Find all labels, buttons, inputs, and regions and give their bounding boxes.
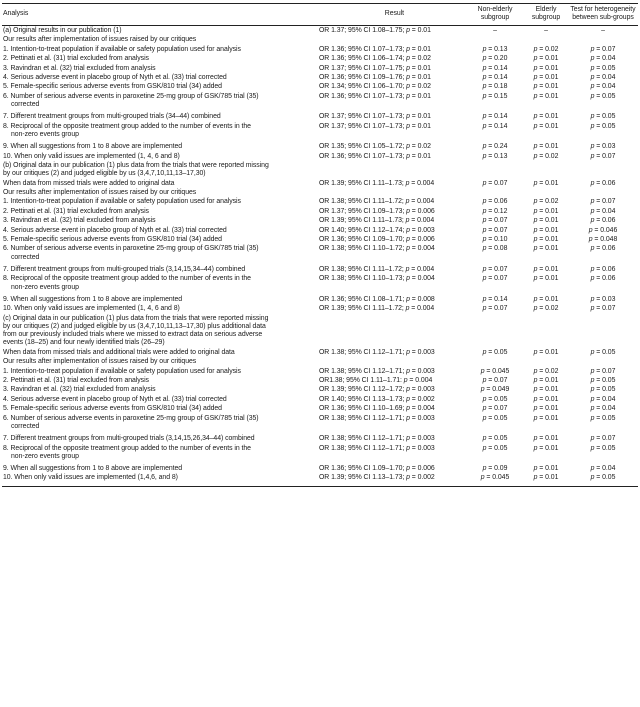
analysis-text: 10. When only valid issues are implemented (1, 4, 6 and 8) bbox=[3, 152, 180, 160]
result-cell: OR 1.38; 95% CI 1.11–1.72; p = 0.004 bbox=[319, 198, 435, 206]
result-cell bbox=[318, 36, 466, 45]
elderly-cell: p = 0.01 bbox=[533, 296, 559, 303]
non-elderly-cell: p = 0.09 bbox=[482, 465, 508, 473]
non-elderly-cell bbox=[466, 358, 524, 367]
non-elderly-cell: p = 0.07 bbox=[482, 405, 508, 413]
header-result: Result bbox=[318, 4, 466, 26]
analysis-cell bbox=[2, 36, 318, 45]
subheading-row bbox=[2, 188, 638, 197]
elderly-cell: p = 0.01 bbox=[524, 474, 568, 486]
non-elderly-cell: p = 0.05 bbox=[482, 414, 508, 422]
result-cell: OR 1.39; 95% CI 1.12–1.72; p = 0.003 bbox=[319, 386, 435, 394]
section-row bbox=[2, 26, 638, 36]
result-cell: OR 1.40; 95% CI 1.12–1.74; p = 0.003 bbox=[319, 226, 435, 234]
non-elderly-cell bbox=[466, 314, 524, 348]
heterogeneity-cell: p = 0.04 bbox=[590, 83, 616, 91]
analysis-text: 3. Ravindran et al. (32) trial excluded from analysis bbox=[3, 217, 156, 225]
analysis-cell bbox=[2, 64, 318, 73]
analysis-cell bbox=[2, 465, 318, 474]
analysis-cell bbox=[2, 217, 318, 226]
heterogeneity-cell: p = 0.05 bbox=[590, 386, 616, 394]
header-non-elderly: Non-elderly subgroup bbox=[466, 4, 524, 26]
result-cell: OR 1.36; 95% CI 1.09–1.70; p = 0.006 bbox=[319, 465, 435, 473]
analysis-text: 1. Intention-to-treat population if available or safety population used for analysis bbox=[3, 45, 241, 53]
analysis-cell bbox=[2, 358, 318, 367]
non-elderly-cell: p = 0.15 bbox=[482, 92, 508, 100]
analysis-text: 3. Ravindran et al. (32) trial excluded from analysis bbox=[3, 64, 156, 72]
elderly-cell bbox=[524, 314, 568, 348]
analysis-cell bbox=[2, 314, 318, 348]
result-cell: OR 1.38; 95% CI 1.12–1.71; p = 0.003 bbox=[319, 435, 435, 443]
analysis-text: (b) Original data in our publication (1) plus data from the trials that were reported missing bbox=[3, 162, 269, 170]
analysis-text: corrected bbox=[11, 100, 40, 108]
analysis-text: 7. Different treatment groups from multi-grouped trials (3,14,15,26,34–44) combined bbox=[3, 435, 255, 443]
table-row bbox=[2, 226, 638, 235]
elderly-cell: p = 0.01 bbox=[533, 207, 559, 215]
heterogeneity-cell: p = 0.03 bbox=[590, 143, 616, 151]
analysis-cell bbox=[2, 179, 318, 188]
table-row bbox=[2, 235, 638, 244]
analysis-text: 5. Female-specific serious adverse events from GSK/810 trial (34) added bbox=[3, 236, 222, 244]
result-cell: OR 1.39; 95% CI 1.11–1.73; p = 0.004 bbox=[319, 217, 435, 225]
analysis-text: 7. Different treatment groups from multi-grouped trials (34–44) combined bbox=[3, 113, 221, 121]
table-row bbox=[2, 122, 638, 140]
elderly-cell: p = 0.01 bbox=[533, 226, 559, 234]
result-cell: OR 1.38; 95% CI 1.10–1.73; p = 0.004 bbox=[319, 275, 435, 283]
elderly-cell: p = 0.02 bbox=[533, 198, 559, 206]
non-elderly-cell: p = 0.07 bbox=[482, 376, 508, 384]
analysis-cell bbox=[2, 474, 318, 486]
analysis-text: 2. Pettinati et al. (31) trial excluded from analysis bbox=[3, 55, 149, 63]
analysis-text: 1. Intention-to-treat population if available or safety population used for analysis bbox=[3, 367, 241, 375]
result-cell: OR 1.36; 95% CI 1.10–1.69; p = 0.004 bbox=[319, 405, 435, 413]
non-elderly-cell bbox=[466, 188, 524, 197]
analysis-text: by our critiques (2) and judged eligible by us (3,4,7,10,11,13–17,30) plus additional data bbox=[3, 322, 266, 330]
analysis-text: 3. Ravindran et al. (32) trial excluded from analysis bbox=[3, 386, 156, 394]
table-row bbox=[2, 113, 638, 122]
elderly-cell bbox=[524, 358, 568, 367]
result-cell: OR 1.38; 95% CI 1.12–1.71; p = 0.003 bbox=[319, 367, 435, 375]
analysis-text: 9. When all suggestions from 1 to 8 above are implemented bbox=[3, 465, 183, 473]
heterogeneity-cell: p = 0.05 bbox=[590, 64, 616, 72]
analysis-text: 1. Intention-to-treat population if available or safety population used for analysis bbox=[3, 198, 241, 206]
elderly-cell: p = 0.01 bbox=[533, 179, 559, 187]
analysis-text: corrected bbox=[11, 422, 40, 430]
heterogeneity-cell bbox=[568, 188, 638, 197]
heterogeneity-cell: p = 0.04 bbox=[590, 395, 616, 403]
result-cell: OR 1.36; 95% CI 1.06–1.74; p = 0.02 bbox=[319, 55, 431, 63]
heterogeneity-cell: p = 0.06 bbox=[590, 245, 616, 253]
heterogeneity-cell: p = 0.07 bbox=[590, 367, 616, 375]
analysis-text: Our results after implementation of issues raised by our critiques bbox=[3, 189, 197, 197]
non-elderly-cell bbox=[466, 162, 524, 180]
non-elderly-cell: p = 0.07 bbox=[482, 305, 508, 313]
heterogeneity-cell: p = 0.06 bbox=[590, 179, 616, 187]
elderly-cell: p = 0.01 bbox=[533, 217, 559, 225]
table-row bbox=[2, 45, 638, 54]
non-elderly-cell: p = 0.12 bbox=[482, 207, 508, 215]
analysis-text: (a) Original results in our publication (1) bbox=[3, 27, 122, 34]
result-cell bbox=[318, 314, 466, 348]
heterogeneity-cell: – bbox=[601, 27, 605, 34]
result-cell: OR 1.37; 95% CI 1.07–1.75; p = 0.01 bbox=[319, 64, 431, 72]
heterogeneity-cell: p = 0.07 bbox=[590, 198, 616, 206]
elderly-cell bbox=[524, 188, 568, 197]
analysis-cell bbox=[2, 188, 318, 197]
elderly-cell: p = 0.01 bbox=[533, 444, 559, 452]
result-cell bbox=[318, 162, 466, 180]
analysis-text: non-zero events group bbox=[11, 130, 79, 138]
heterogeneity-cell: p = 0.07 bbox=[590, 45, 616, 53]
result-cell: OR 1.36; 95% CI 1.07–1.73; p = 0.01 bbox=[319, 45, 431, 53]
non-elderly-cell: p = 0.08 bbox=[482, 245, 508, 253]
analysis-text: by our critiques (2) and judged eligible by us (3,4,7,10,11,13–17,30) bbox=[3, 170, 206, 178]
heterogeneity-cell: p = 0.05 bbox=[590, 122, 616, 130]
elderly-cell: p = 0.02 bbox=[533, 305, 559, 313]
analysis-cell bbox=[2, 414, 318, 432]
non-elderly-cell: p = 0.20 bbox=[482, 55, 508, 63]
analysis-cell bbox=[2, 295, 318, 304]
heterogeneity-cell: p = 0.04 bbox=[590, 207, 616, 215]
elderly-cell: p = 0.02 bbox=[533, 367, 559, 375]
analysis-text: corrected bbox=[11, 253, 40, 261]
heterogeneity-cell bbox=[568, 162, 638, 180]
non-elderly-cell: p = 0.049 bbox=[480, 386, 510, 394]
analysis-cell bbox=[2, 395, 318, 404]
heterogeneity-cell: p = 0.05 bbox=[590, 414, 616, 422]
analysis-text: When data from missed trials were added to original data bbox=[3, 179, 175, 187]
non-elderly-cell: p = 0.05 bbox=[482, 395, 508, 403]
result-cell: OR 1.36; 95% CI 1.07–1.73; p = 0.01 bbox=[319, 92, 431, 100]
analysis-text: 5. Female-specific serious adverse events from GSK/810 trial (34) added bbox=[3, 83, 222, 91]
section-row bbox=[2, 162, 638, 180]
result-cell: OR 1.34; 95% CI 1.06–1.70; p = 0.02 bbox=[319, 83, 431, 91]
non-elderly-cell bbox=[466, 36, 524, 45]
elderly-cell: p = 0.01 bbox=[533, 266, 559, 274]
analysis-text: 10. When only valid issues are implemented (1,4,6, and 8) bbox=[3, 474, 178, 482]
non-elderly-cell: – bbox=[493, 27, 497, 34]
heterogeneity-cell: p = 0.046 bbox=[588, 226, 618, 234]
table-row bbox=[2, 92, 638, 110]
elderly-cell: p = 0.01 bbox=[533, 64, 559, 72]
analysis-cell bbox=[2, 92, 318, 110]
elderly-cell: p = 0.01 bbox=[533, 414, 559, 422]
result-cell bbox=[318, 358, 466, 367]
subheading-row bbox=[2, 358, 638, 367]
table-row bbox=[2, 465, 638, 474]
analysis-text: 8. Reciprocal of the opposite treatment group added to the number of events in the bbox=[3, 444, 251, 452]
elderly-cell: p = 0.01 bbox=[533, 245, 559, 253]
non-elderly-cell: p = 0.14 bbox=[482, 113, 508, 121]
heterogeneity-cell: p = 0.048 bbox=[588, 236, 618, 244]
elderly-cell: p = 0.01 bbox=[533, 113, 559, 121]
elderly-cell: p = 0.01 bbox=[533, 122, 559, 130]
non-elderly-cell: p = 0.10 bbox=[482, 236, 508, 244]
non-elderly-cell: p = 0.24 bbox=[482, 143, 508, 151]
analysis-cell bbox=[2, 113, 318, 122]
heterogeneity-cell: p = 0.06 bbox=[590, 266, 616, 274]
non-elderly-cell: p = 0.07 bbox=[482, 275, 508, 283]
heterogeneity-cell: p = 0.07 bbox=[590, 152, 616, 160]
result-cell: OR 1.38; 95% CI 1.12–1.71; p = 0.003 bbox=[319, 348, 435, 356]
non-elderly-cell: p = 0.14 bbox=[482, 122, 508, 130]
non-elderly-cell: p = 0.07 bbox=[482, 226, 508, 234]
analysis-text: Our results after implementation of issues raised by our critiques bbox=[3, 358, 197, 366]
result-cell: OR1.38; 95% CI 1.11–1.71: p = 0.004 bbox=[319, 376, 433, 384]
analysis-text: 6. Number of serious adverse events in paroxetine 25-mg group of GSK/785 trial (35) bbox=[3, 414, 259, 422]
non-elderly-cell: p = 0.07 bbox=[482, 179, 508, 187]
non-elderly-cell: p = 0.05 bbox=[482, 348, 508, 356]
heterogeneity-cell: p = 0.04 bbox=[590, 405, 616, 413]
elderly-cell: p = 0.01 bbox=[533, 73, 559, 81]
elderly-cell: p = 0.01 bbox=[533, 348, 559, 356]
section-row bbox=[2, 314, 638, 348]
result-cell bbox=[318, 188, 466, 197]
heterogeneity-cell: p = 0.05 bbox=[590, 444, 616, 452]
analysis-cell bbox=[2, 162, 318, 180]
elderly-cell: p = 0.01 bbox=[533, 83, 559, 91]
analysis-text: 6. Number of serious adverse events in paroxetine 25-mg group of GSK/785 trial (35) bbox=[3, 245, 259, 253]
header-analysis: Analysis bbox=[2, 4, 318, 26]
analysis-text: (c) Original data in our publication (1) plus data from the trials that were reported missing bbox=[3, 314, 269, 322]
elderly-cell: p = 0.01 bbox=[533, 465, 559, 473]
elderly-cell: p = 0.01 bbox=[533, 405, 559, 413]
table-row bbox=[2, 55, 638, 64]
header-heterogeneity: Test for heterogeneity between sub-groups bbox=[568, 4, 638, 26]
table-row bbox=[2, 83, 638, 92]
table-header bbox=[2, 4, 638, 26]
elderly-cell: p = 0.01 bbox=[533, 55, 559, 63]
analysis-cell bbox=[2, 435, 318, 444]
subheading-row bbox=[2, 36, 638, 45]
analysis-text: events (18–25) and four newly identified trials (26–29) bbox=[3, 339, 165, 347]
non-elderly-cell: p = 0.07 bbox=[482, 217, 508, 225]
analysis-text: 9. When all suggestions from 1 to 8 above are implemented bbox=[3, 143, 183, 151]
subheading-row bbox=[2, 179, 638, 188]
table-row bbox=[2, 275, 638, 293]
result-cell: OR 1.36; 95% CI 1.07–1.73; p = 0.01 bbox=[319, 152, 431, 160]
analysis-cell bbox=[2, 275, 318, 293]
table-row bbox=[2, 73, 638, 82]
table-body bbox=[2, 26, 638, 486]
heterogeneity-cell: p = 0.05 bbox=[568, 474, 638, 486]
heterogeneity-cell bbox=[568, 358, 638, 367]
non-elderly-cell: p = 0.05 bbox=[482, 444, 508, 452]
analysis-text: 4. Serious adverse event in placebo group of Nyth et al. (33) trial corrected bbox=[3, 73, 227, 81]
heterogeneity-cell: p = 0.04 bbox=[590, 55, 616, 63]
analysis-cell bbox=[2, 444, 318, 462]
heterogeneity-cell: p = 0.04 bbox=[590, 73, 616, 81]
result-cell: OR 1.37; 95% CI 1.07–1.73; p = 0.01 bbox=[319, 122, 431, 130]
heterogeneity-cell: p = 0.04 bbox=[590, 465, 616, 473]
analysis-text: 10. When only valid issues are implemented (1, 4, 6 and 8) bbox=[3, 305, 180, 313]
result-cell: OR 1.39; 95% CI 1.11–1.73; p = 0.004 bbox=[319, 179, 435, 187]
non-elderly-cell: p = 0.14 bbox=[482, 73, 508, 81]
heterogeneity-cell: p = 0.05 bbox=[590, 348, 616, 356]
heterogeneity-cell: p = 0.03 bbox=[590, 296, 616, 303]
analysis-cell bbox=[2, 376, 318, 385]
heterogeneity-cell: p = 0.06 bbox=[590, 275, 616, 283]
table-row bbox=[2, 152, 638, 161]
elderly-cell bbox=[524, 36, 568, 45]
analysis-cell bbox=[2, 226, 318, 235]
table-row bbox=[2, 64, 638, 73]
analysis-cell bbox=[2, 152, 318, 161]
elderly-cell: p = 0.01 bbox=[533, 143, 559, 151]
analysis-cell bbox=[2, 245, 318, 263]
elderly-cell bbox=[524, 162, 568, 180]
table-row bbox=[2, 376, 638, 385]
analysis-cell bbox=[2, 235, 318, 244]
result-cell: OR 1.39; 95% CI 1.13–1.73; p = 0.002 bbox=[318, 474, 466, 486]
analysis-text: 6. Number of serious adverse events in paroxetine 25-mg group of GSK/785 trial (35) bbox=[3, 92, 259, 100]
elderly-cell: p = 0.01 bbox=[533, 236, 559, 244]
elderly-cell: p = 0.02 bbox=[533, 45, 559, 53]
table-row bbox=[2, 444, 638, 462]
non-elderly-cell: p = 0.045 bbox=[480, 367, 510, 375]
analysis-text: Our results after implementation of issues raised by our critiques bbox=[3, 36, 197, 44]
analysis-text: 8. Reciprocal of the opposite treatment group added to the number of events in the bbox=[3, 275, 251, 283]
elderly-cell: p = 0.01 bbox=[533, 435, 559, 443]
result-cell: OR 1.36; 95% CI 1.09–1.70; p = 0.006 bbox=[319, 236, 435, 244]
table-row bbox=[2, 198, 638, 207]
non-elderly-cell: p = 0.13 bbox=[482, 45, 508, 53]
elderly-cell: p = 0.01 bbox=[533, 376, 559, 384]
table-row bbox=[2, 395, 638, 404]
header-elderly: Elderly subgroup bbox=[524, 4, 568, 26]
table-row bbox=[2, 435, 638, 444]
result-cell: OR 1.37; 95% CI 1.07–1.73; p = 0.01 bbox=[319, 113, 431, 121]
analysis-text: 5. Female-specific serious adverse events from GSK/810 trial (34) added bbox=[3, 405, 222, 413]
table-row bbox=[2, 207, 638, 216]
table-row bbox=[2, 217, 638, 226]
result-cell: OR 1.38; 95% CI 1.12–1.71; p = 0.003 bbox=[319, 414, 435, 422]
non-elderly-cell: p = 0.18 bbox=[482, 83, 508, 91]
table-row bbox=[2, 367, 638, 376]
table-row bbox=[2, 245, 638, 263]
result-cell: OR 1.35; 95% CI 1.05–1.72; p = 0.02 bbox=[319, 143, 431, 151]
non-elderly-cell: p = 0.06 bbox=[482, 198, 508, 206]
analysis-text: 2. Pettinati et al. (31) trial excluded from analysis bbox=[3, 207, 149, 215]
heterogeneity-cell bbox=[568, 314, 638, 348]
table-row bbox=[2, 405, 638, 414]
analysis-text: 4. Serious adverse event in placebo group of Nyth et al. (33) trial corrected bbox=[3, 395, 227, 403]
results-table bbox=[2, 3, 638, 487]
analysis-cell bbox=[2, 198, 318, 207]
analysis-text: 2. Pettinati et al. (31) trial excluded from analysis bbox=[3, 376, 149, 384]
result-cell: OR 1.40; 95% CI 1.13–1.73; p = 0.002 bbox=[319, 395, 435, 403]
heterogeneity-cell: p = 0.07 bbox=[590, 305, 616, 313]
analysis-cell bbox=[2, 386, 318, 395]
elderly-cell: p = 0.01 bbox=[533, 386, 559, 394]
result-cell: OR 1.36; 95% CI 1.09–1.76; p = 0.01 bbox=[319, 73, 431, 81]
result-cell: OR 1.38; 95% CI 1.11–1.72; p = 0.004 bbox=[319, 266, 435, 274]
table-row bbox=[2, 474, 638, 486]
elderly-cell: p = 0.02 bbox=[533, 152, 559, 160]
result-cell: OR 1.37; 95% CI 1.08–1.75; p = 0.01 bbox=[319, 27, 431, 34]
heterogeneity-cell: p = 0.05 bbox=[590, 113, 616, 121]
table-row bbox=[2, 386, 638, 395]
heterogeneity-cell: p = 0.07 bbox=[590, 435, 616, 443]
analysis-text: from our previously included trials where we missed to extract data on serious adverse bbox=[3, 331, 263, 339]
result-cell: OR 1.39; 95% CI 1.11–1.72; p = 0.004 bbox=[319, 305, 435, 313]
heterogeneity-cell: p = 0.05 bbox=[590, 92, 616, 100]
subheading-row bbox=[2, 348, 638, 357]
analysis-cell bbox=[2, 367, 318, 376]
elderly-cell: p = 0.01 bbox=[533, 395, 559, 403]
result-cell: OR 1.38; 95% CI 1.12–1.71; p = 0.003 bbox=[319, 444, 435, 452]
table-row bbox=[2, 143, 638, 152]
result-cell: OR 1.36; 95% CI 1.08–1.71; p = 0.008 bbox=[319, 296, 435, 303]
analysis-text: 9. When all suggestions from 1 to 8 above are implemented bbox=[3, 296, 183, 303]
table-row bbox=[2, 265, 638, 274]
result-cell: OR 1.37; 95% CI 1.09–1.73; p = 0.006 bbox=[319, 207, 435, 215]
analysis-cell bbox=[2, 55, 318, 64]
analysis-cell bbox=[2, 405, 318, 414]
non-elderly-cell: p = 0.05 bbox=[482, 435, 508, 443]
analysis-cell bbox=[2, 143, 318, 152]
table-row bbox=[2, 305, 638, 314]
heterogeneity-cell: p = 0.05 bbox=[590, 376, 616, 384]
analysis-text: 4. Serious adverse event in placebo group of Nyth et al. (33) trial corrected bbox=[3, 226, 227, 234]
elderly-cell: – bbox=[544, 27, 548, 34]
table-row bbox=[2, 414, 638, 432]
result-cell: OR 1.38; 95% CI 1.10–1.72; p = 0.004 bbox=[319, 245, 435, 253]
analysis-text: 8. Reciprocal of the opposite treatment group added to the number of events in the bbox=[3, 122, 251, 130]
analysis-cell bbox=[2, 26, 318, 36]
analysis-text: non-zero events group bbox=[11, 452, 79, 460]
analysis-cell bbox=[2, 122, 318, 140]
non-elderly-cell: p = 0.045 bbox=[466, 474, 524, 486]
analysis-cell bbox=[2, 348, 318, 357]
table-row bbox=[2, 295, 638, 304]
elderly-cell: p = 0.01 bbox=[533, 92, 559, 100]
analysis-text: 7. Different treatment groups from multi-grouped trials (3,14,15,34–44) combined bbox=[3, 266, 246, 274]
analysis-cell bbox=[2, 45, 318, 54]
analysis-cell bbox=[2, 207, 318, 216]
non-elderly-cell: p = 0.14 bbox=[482, 64, 508, 72]
analysis-text: When data from missed trials and additional trials were added to original data bbox=[3, 348, 235, 356]
analysis-cell bbox=[2, 265, 318, 274]
elderly-cell: p = 0.01 bbox=[533, 275, 559, 283]
non-elderly-cell: p = 0.07 bbox=[482, 266, 508, 274]
non-elderly-cell: p = 0.14 bbox=[482, 296, 508, 303]
analysis-cell bbox=[2, 83, 318, 92]
heterogeneity-cell bbox=[568, 36, 638, 45]
analysis-text: non-zero events group bbox=[11, 283, 79, 291]
analysis-cell bbox=[2, 73, 318, 82]
non-elderly-cell: p = 0.13 bbox=[482, 152, 508, 160]
heterogeneity-cell: p = 0.06 bbox=[590, 217, 616, 225]
analysis-cell bbox=[2, 305, 318, 314]
